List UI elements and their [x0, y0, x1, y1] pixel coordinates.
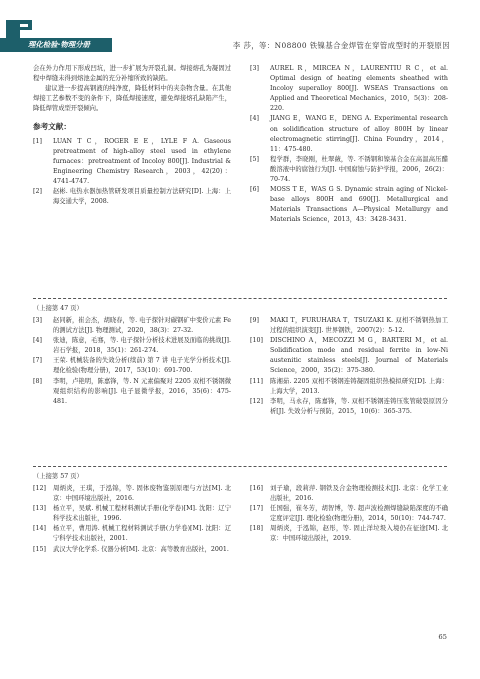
reference-number: [3]	[33, 317, 42, 324]
reference-text: 陈湘茹. 2205 双相不锈钢连铸凝固组织热模拟研究[D]. 上海：上海大学，2013.	[270, 377, 448, 395]
reference-item	[250, 316, 448, 336]
continued-label: （上接第 57 页）	[33, 473, 83, 480]
reference-text: 程学群，李晓刚，杜翠薇，等. 不锈钢和镍基合金在高温高压醋酸溶液中的腐蚀行为[J]. 中国腐蚀与防护学报，2006，26(2)：70-74.	[270, 155, 448, 184]
page-number: 65	[438, 633, 447, 641]
reference-text: 任国强，崔冬芳，胡智博，等. 超声波检测焊缝缺陷深度的不确定度评定[J]. 理化检验(物理分册)，2014，50(10)：744-747.	[270, 505, 448, 523]
reference-number: [18]	[250, 525, 263, 533]
references-heading: 参考文献：	[33, 122, 71, 132]
reference-text: 赵同新，崔会杰，胡晓春，等. 电子探针对碳钢矿中变价元素 Fe 的测试方法[J]. 物理测试，2020，38(3)：27-32.	[53, 317, 231, 335]
right-column	[250, 484, 448, 545]
reference-text: 李明，马永存，陈嘉锋，等. 双相不锈钢连铸压浆管破裂原因分析[J]. 失效分析与预防，2015，10(6)：365-375.	[270, 397, 448, 415]
reference-list	[250, 64, 448, 226]
reference-item	[250, 484, 448, 504]
reference-number: [12]	[33, 485, 46, 492]
reference-text: 杨立平，吴斌. 机械工程材料测试手册(化学卷)[M]. 沈阳：辽宁科学技术出版社，1996.	[53, 505, 231, 523]
reference-number: [11]	[250, 377, 263, 385]
body-paragraph: 建议进一步提高钢液的纯净度，降低材料中的夹杂物含量。在其他焊接工艺参数不变的条件下，降低焊接速度，避免焊接熔孔缺陷产生，降低焊管成型开裂倾向。	[33, 85, 231, 113]
reference-number: [4]	[250, 115, 259, 123]
reference-text: 李明，卢艳明，陈嘉锋，等. N 元素偏聚对 2205 双相不锈钢微观组织结构的影响[J]. 电子显微学报，2016，35(6)：475-481.	[53, 377, 231, 405]
reference-item	[33, 356, 231, 376]
reference-number: [16]	[250, 485, 263, 492]
reference-text: 王荣. 机械装备的失效分析(续前) 第 7 讲 电子光学分析技术[J]. 理化检验(物理分册)，2017，53(10)：691-700.	[53, 357, 231, 375]
reference-list	[250, 484, 448, 545]
right-column	[250, 64, 448, 226]
reference-item	[33, 336, 231, 356]
reference-item	[250, 185, 448, 225]
reference-number: [3]	[250, 65, 259, 72]
reference-item	[33, 187, 231, 207]
reference-item	[250, 114, 448, 154]
reference-number: [8]	[33, 377, 42, 385]
reference-text: 周炳炎，王琪，于泓锦，等. 固体废物鉴别原理与方法[M]. 北京：中国环境出版社，2016.	[53, 485, 231, 503]
reference-text: 武汉大学化学系. 仪器分析[M]. 北京：高等教育出版社，2001.	[53, 545, 229, 553]
right-column	[250, 316, 448, 417]
reference-number: [7]	[33, 357, 42, 365]
body-paragraph: 会在外力作用下形成凹坑，进一步扩展为开裂孔洞。焊接熔孔为凝固过程中焊缝未得到熔池金属的充分补缩所致的缺陷。	[33, 65, 231, 83]
reference-number: [9]	[250, 317, 259, 324]
reference-item	[33, 137, 231, 187]
reference-list	[33, 137, 231, 208]
left-column	[33, 64, 231, 207]
reference-item	[250, 524, 448, 544]
reference-number: [4]	[33, 337, 42, 345]
continued-label: （上接第 47 页）	[33, 305, 83, 312]
reference-item	[250, 336, 448, 376]
reference-list	[33, 316, 231, 407]
reference-number: [1]	[33, 137, 42, 145]
journal-logo-text: 理化检验·物理分册	[28, 40, 90, 49]
reference-item	[33, 504, 231, 524]
reference-number: [12]	[250, 397, 263, 405]
section-divider	[33, 298, 447, 299]
reference-item	[33, 316, 231, 336]
reference-text: 刘子瑜，段莉萍. 钢铁及合金物理检测技术[J]. 北京：化学工业出版社，2016.	[270, 485, 448, 503]
reference-text: MOSS T E，WAS G S. Dynamic strain aging of Nickel-base alloys 800H and 690[J]. Metallurgical and Materials Transactions A—Physical Metallurgy and Materials Science，2013，43：3428-3431.	[270, 186, 448, 224]
reference-text: MAKI T，FURUHARA T，TSUZAKI K. 双相不锈钢热加工过程的组织演变[J]. 世界钢铁，2007(2)：5-12.	[270, 317, 448, 335]
reference-item	[250, 397, 448, 417]
left-column	[33, 484, 231, 555]
reference-item	[250, 377, 448, 397]
reference-text: AUREL R，MIRCEA N，LAURENTIU R C，et al. Optimal design of heating elements sheathed with Incoloy superalloy 800[J]. WSEAS Transactions on Applied and Theoretical Mechanics，2010，5(3)：208-220.	[270, 65, 448, 113]
reference-number: [5]	[250, 155, 259, 163]
running-title: 李 莎，等：N08800 铁镍基合金焊管在穿管成型时的开裂原因	[232, 41, 450, 50]
reference-item	[33, 377, 231, 407]
section-divider	[33, 466, 447, 467]
reference-item	[250, 504, 448, 524]
reference-list	[33, 484, 231, 555]
reference-item	[250, 64, 448, 114]
reference-text: 周炳炎，于泓锦，赵彤，等. 固止洋垃圾入境仍在征途[M]. 北京：中国环境出版社，2019.	[270, 525, 448, 543]
reference-item	[33, 545, 231, 555]
reference-number: [2]	[33, 188, 42, 196]
reference-item	[250, 155, 448, 185]
reference-number: [17]	[250, 505, 263, 513]
reference-text: 杨立平，曹用涛. 机械工程材料测试手册(力学卷)[M]. 沈阳：辽宁科学技术出版社，2001.	[53, 525, 231, 543]
reference-number: [10]	[250, 337, 263, 345]
left-column	[33, 316, 231, 407]
reference-number: [15]	[33, 545, 46, 553]
reference-text: 赵彬. 电热水器加热管研发项目质量控制方法研究[D]. 上海：上海交通大学，2008.	[53, 188, 231, 206]
page-header	[0, 0, 480, 58]
reference-text: 张迪，陈意，毛骞，等. 电子探针分析技术进展及面临的挑战[J]. 岩石学报，2018，35(1)：261-274.	[53, 337, 231, 355]
reference-text: DISCHINO A，MECOZZI M G，BARTERI M，et al. Solidification mode and residual ferrite in low-Ni austenitic stainless steels[J]. Journal of Materials Science，2000，35(2)：375-380.	[270, 337, 448, 375]
reference-text: LUAN T C，ROGER E E，LYLE F A. Gaseous pretreatment of high-alloy steel used in ethylene furnaces：pretreatment of Incoloy 800[J]. Industrial & Engineering Chemistry Research，2003，42(20)：4741-4747.	[53, 137, 231, 185]
reference-item	[33, 524, 231, 544]
reference-number: [14]	[33, 525, 46, 533]
reference-number: [13]	[33, 505, 46, 513]
reference-text: JIANG E，WANG E，DENG A. Experimental research on solidification structure of alloy 800H by linear electromagnetic stirring[J]. China Foundry，2014，11：475-480.	[270, 115, 448, 153]
reference-list	[250, 316, 448, 417]
reference-item	[33, 484, 231, 504]
reference-number: [6]	[250, 186, 259, 194]
